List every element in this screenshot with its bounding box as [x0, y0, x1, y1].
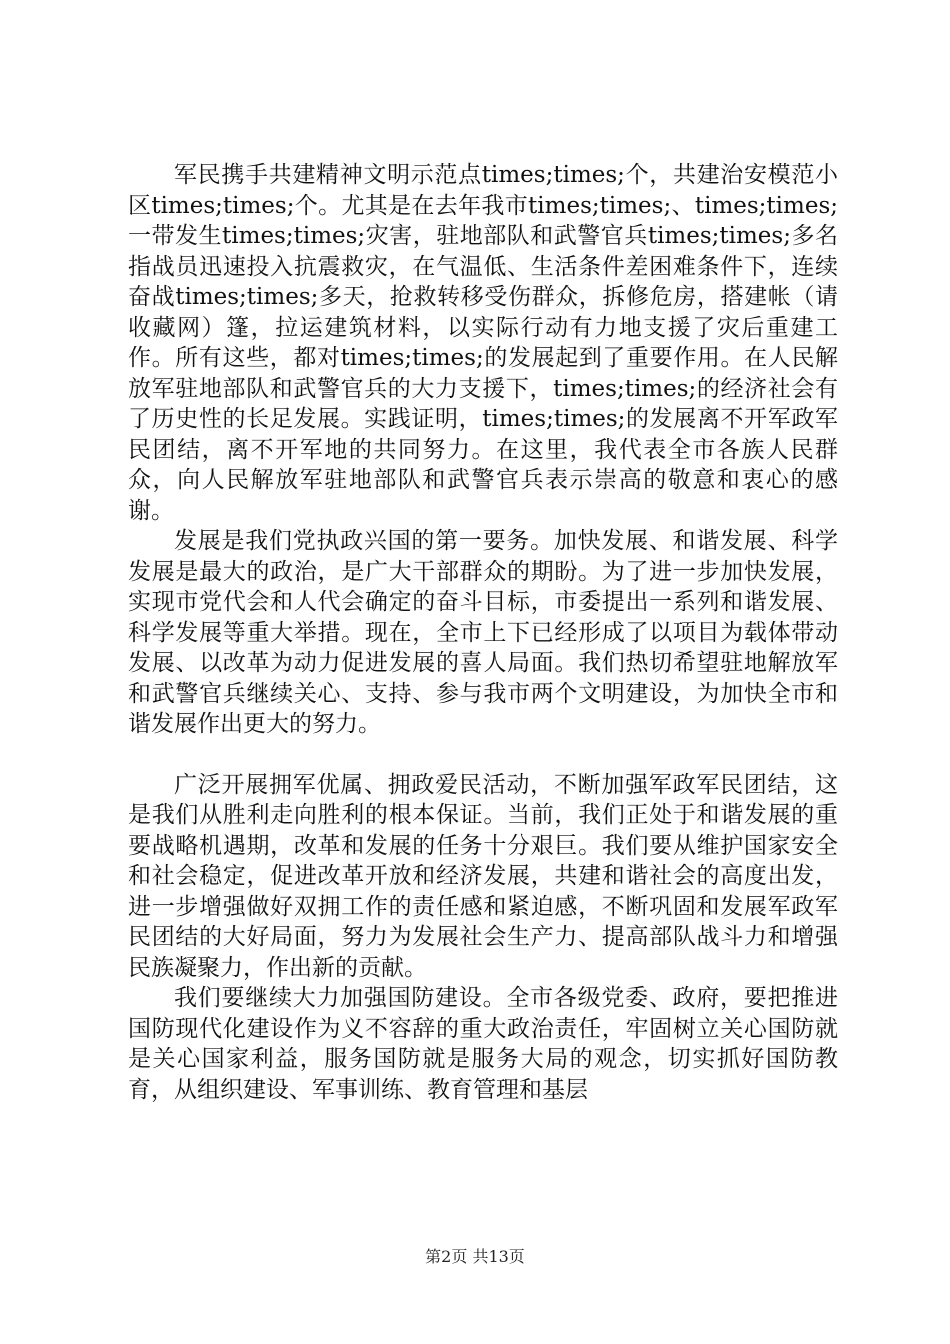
paragraph-spacer [128, 740, 838, 770]
paragraph-1: 军民携手共建精神文明示范点times;times;个，共建治安模范小区times;times;个。尤其是在去年我市times;times;、times;times;一带发生times;times;灾害，驻地部队和武警官兵times;times;多名指战员迅速投入抗震救灾，在气温低、生活条件差困难条件下，连续奋战times;times;多天，抢救转移受伤群众，拆修危房，搭建帐（请收藏网）篷，拉运建筑材料，以实际行动有力地支援了灾后重建工作。所有这些，都对times;times;的发展起到了重要作用。在人民解放军驻地部队和武警官兵的大力支援下，times;times;的经济社会有了历史性的长足发展。实践证明，times;times;的发展离不开军政军民团结，离不开军地的共同努力。在这里，我代表全市各族人民群众，向人民解放军驻地部队和武警官兵表示崇高的敬意和衷心的感谢。 [128, 162, 838, 524]
paragraph-4: 我们要继续大力加强国防建设。全市各级党委、政府，要把推进国防现代化建设作为义不容辞的重大政治责任，牢固树立关心国防就是关心国家利益，服务国防就是服务大局的观念，切实抓好国防教育，从组织建设、军事训练、教育管理和基层 [128, 985, 838, 1103]
document-body [128, 160, 838, 1105]
paragraph-2: 发展是我们党执政兴国的第一要务。加快发展、和谐发展、科学发展是最大的政治，是广大干部群众的期盼。为了进一步加快发展，实现市党代会和人代会确定的奋斗目标，市委提出一系列和谐发展、科学发展等重大举措。现在，全市上下已经形成了以项目为载体带动发展、以改革为动力促进发展的喜人局面。我们热切希望驻地解放军和武警官兵继续关心、支持、参与我市两个文明建设，为加快全市和谐发展作出更大的努力。 [128, 528, 838, 737]
page-number-footer: 第2页 共13页 [425, 1247, 525, 1266]
paragraph-3: 广泛开展拥军优属、拥政爱民活动，不断加强军政军民团结，这是我们从胜利走向胜利的根本保证。当前，我们正处于和谐发展的重要战略机遇期，改革和发展的任务十分艰巨。我们要从维护国家安全和社会稳定，促进改革开放和经济发展，共建和谐社会的高度出发，进一步增强做好双拥工作的责任感和紧迫感，不断巩固和发展军政军民团结的大好局面，努力为发展社会生产力、提高部队战斗力和增强民族凝聚力，作出新的贡献。 [128, 771, 838, 981]
